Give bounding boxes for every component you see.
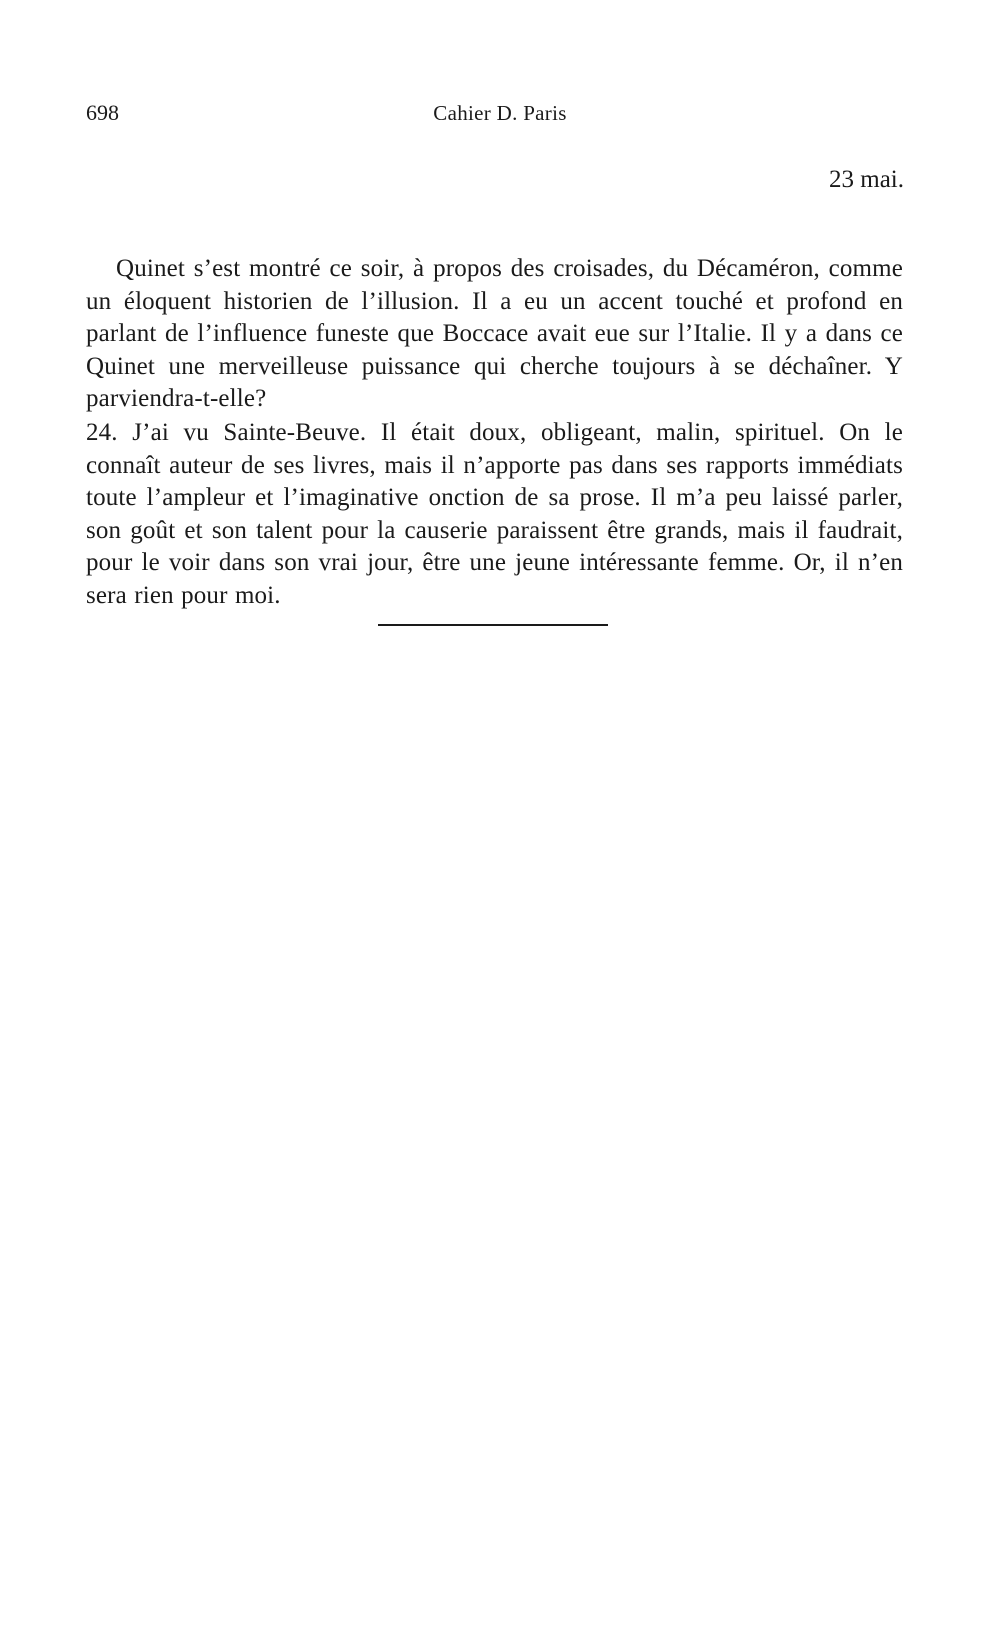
paragraph: 24. J’ai vu Sainte-Beuve. Il était doux, obligeant, malin, spirituel. On le connaît auteur de ses livres, mais il n’apporte pas dans ses rapports immédiats toute l’ampleur et l’imaginative onction de sa prose. Il m’a peu laissé parler, son goût et son talent pour la causerie paraissent être grands, mais il faudrait, pour le voir dans son vrai jour, être une jeune intéressante femme. Or, il n’en sera rien pour moi. — [86, 419, 903, 609]
entry-date: 23 mai. — [829, 166, 904, 193]
section-end-rule — [378, 624, 608, 626]
page-number: 698 — [86, 100, 119, 125]
paragraph: Quinet s’est montré ce soir, à propos des croisades, du Décaméron, comme un éloquent historien de l’illusion. Il a eu un accent touché et profond en parlant de l’influence funeste que Boccace avait eue sur l’Italie. Il y a dans ce Quinet une merveilleuse puissance qui cherche toujours à se déchaîner. Y parviendra-t-elle? — [86, 255, 903, 413]
running-title: Cahier D. Paris — [433, 101, 567, 125]
